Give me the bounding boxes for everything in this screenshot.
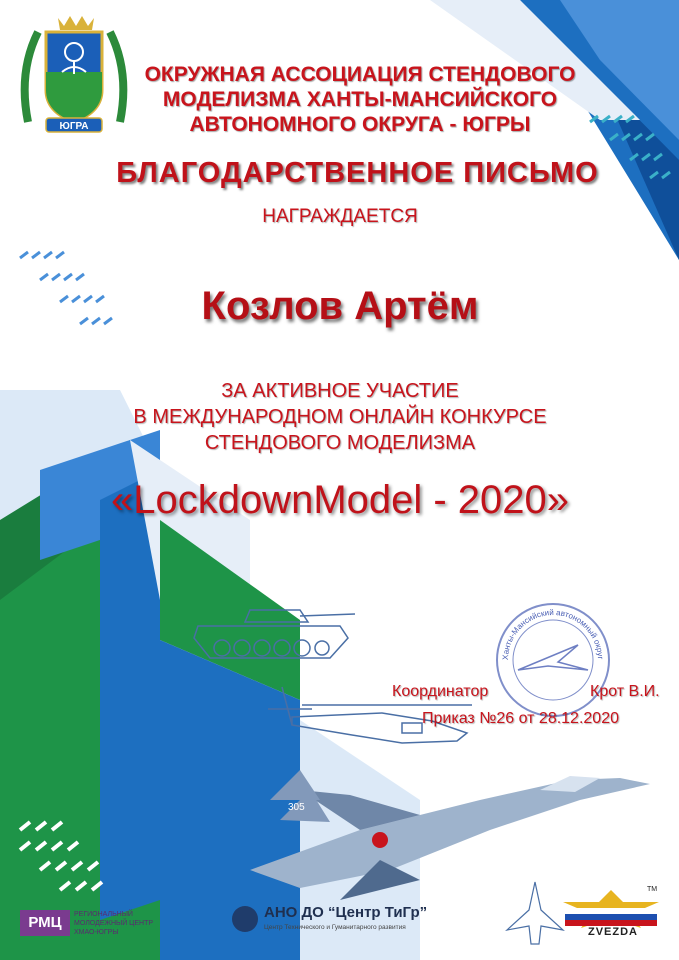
rmc-logo-mark: РМЦ: [20, 910, 70, 936]
zvezda-wordmark: ZVEZDA: [588, 926, 638, 938]
contest-name: «LockdownModel - 2020»: [110, 478, 570, 522]
fighter-jet-image: [240, 760, 660, 900]
coat-of-arms-ribbon-text: ЮГРА: [59, 121, 89, 132]
recipient-name: Козлов Артём: [201, 284, 479, 328]
rmc-logo-caption: РЕГИОНАЛЬНЫЙ МОЛОДЕЖНЫЙ ЦЕНТР ХМАО-ЮГРЫ: [74, 911, 154, 936]
zvezda-logo: [555, 888, 665, 943]
stamp-text: Ханты-Мансийский автономный округ: [500, 607, 606, 661]
tank-drawing: [190, 600, 360, 670]
tigr-logo: [232, 898, 482, 942]
award-reason-line-2: В МЕЖДУНАРОДНОМ ОНЛАЙН КОНКУРСЕ: [133, 406, 547, 428]
rmc-logo: [20, 902, 160, 944]
organization-line-3: АВТОНОМНОГО ОКРУГА - ЮГРЫ: [189, 113, 531, 136]
jet-tail-number: 305: [288, 802, 305, 813]
tigr-logo-title: АНО ДО “Центр ТиГр”: [264, 904, 428, 921]
zvezda-star-icon: [561, 888, 661, 928]
organization-line-1: ОКРУЖНАЯ АССОЦИАЦИЯ СТЕНДОВОГО: [144, 63, 576, 86]
organization-name: [110, 62, 610, 137]
award-reason-line-1: ЗА АКТИВНОЕ УЧАСТИЕ: [221, 380, 459, 402]
signer-name: Крот В.И.: [590, 683, 660, 700]
official-stamp: [488, 600, 618, 720]
award-reason: [90, 378, 590, 456]
award-reason-line-3: СТЕНДОВОГО МОДЕЛИЗМА: [204, 432, 476, 454]
coordinator-role: Координатор: [392, 683, 489, 700]
order-reference: Приказ №26 от 28.12.2020: [422, 710, 619, 727]
awarded-label: НАГРАЖДАЕТСЯ: [262, 206, 418, 227]
gear-icon: [232, 906, 258, 932]
document-title: БЛАГОДАРСТВЕННОЕ ПИСЬМО: [116, 157, 599, 189]
tigr-logo-subtitle: Центр Технического и Гуманитарного развития: [264, 924, 406, 931]
svg-text:Ханты-Мансийский автономный ок: [501, 608, 605, 660]
organization-line-2: МОДЕЛИЗМА ХАНТЫ-МАНСИЙСКОГО: [162, 88, 558, 111]
zvezda-trademark: TM: [647, 886, 658, 893]
